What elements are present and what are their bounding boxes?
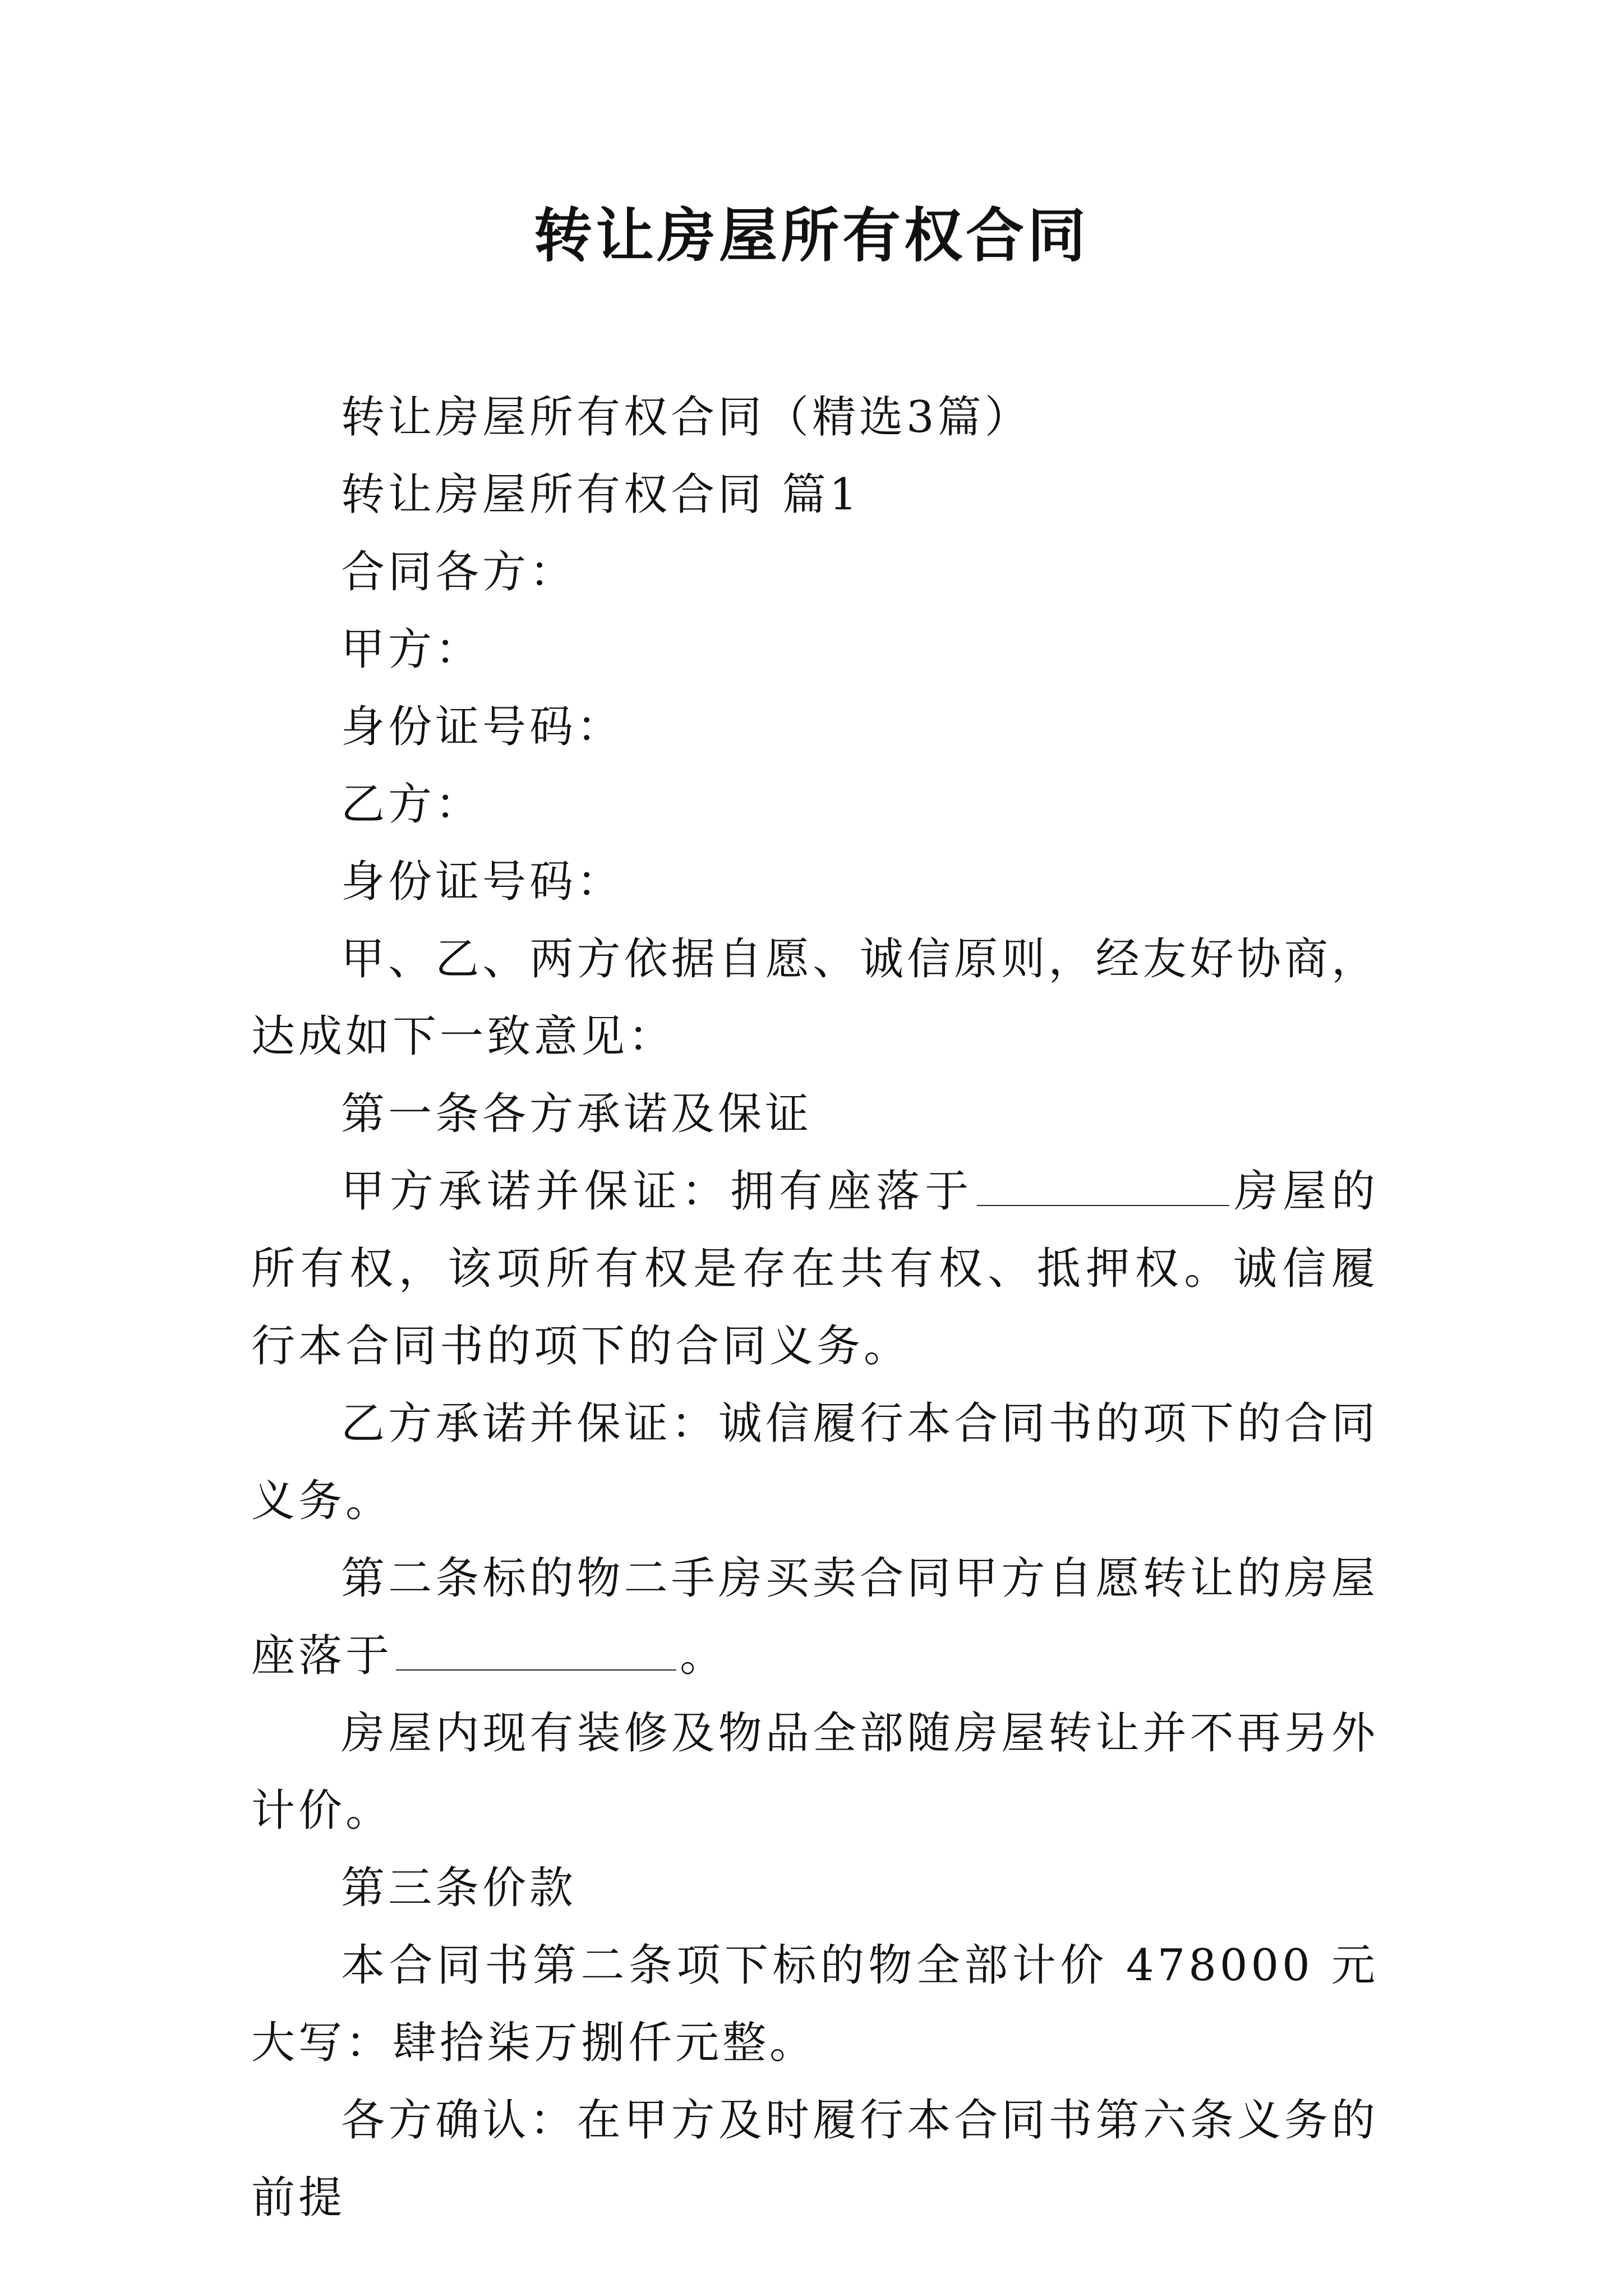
paragraph-subtitle: 转让房屋所有权合同（精选3篇） <box>341 392 1032 443</box>
paragraph-party-a: 甲方： <box>341 624 483 675</box>
property-location-blank-2 <box>396 1668 676 1671</box>
document-title: 转让房屋所有权合同 <box>533 201 1089 270</box>
document-body <box>251 379 1378 2237</box>
paragraph-party-b-warranty: 乙方承诺并保证：诚信履行本合同书的项下的合同义务。 <box>251 1398 1378 1526</box>
paragraph-party-a-id: 身份证号码： <box>341 702 624 752</box>
paragraph-article-2 <box>251 1540 1378 1695</box>
paragraph-party-a-warranty <box>251 1153 1378 1385</box>
party-a-warranty-text-start: 甲方承诺并保证：拥有座落于 <box>341 1166 974 1217</box>
paragraph-parties-label: 合同各方： <box>341 547 577 597</box>
paragraph-party-b-id: 身份证号码： <box>341 857 624 907</box>
paragraph-article-3-heading: 第三条价款 <box>341 1863 577 1913</box>
paragraph-party-b: 乙方： <box>341 779 483 830</box>
property-location-blank-1 <box>977 1204 1229 1206</box>
paragraph-article-1-heading: 第一条各方承诺及保证 <box>341 1089 813 1139</box>
article-2-text-end: 。 <box>680 1631 727 1681</box>
party-a-warranty-text-end: 房屋的所有权，该项所有权是存在共有权、抵押权。诚信履行本合同书的项下的合同义务。 <box>251 1166 1378 1372</box>
paragraph-confirmation: 各方确认：在甲方及时履行本合同书第六条义务的前提 <box>251 2095 1378 2223</box>
paragraph-fixtures: 房屋内现有装修及物品全部随房屋转让并不再另外计价。 <box>251 1708 1378 1836</box>
article-2-text-start: 第二条标的物二手房买卖合同甲方自愿转让的房屋座落于 <box>251 1553 1378 1681</box>
paragraph-price: 本合同书第二条项下标的物全部计价 478000 元大写：肆拾柒万捌仟元整。 <box>251 1940 1378 2068</box>
paragraph-agreement-intro: 甲、乙、两方依据自愿、诚信原则，经友好协商，达成如下一致意见： <box>251 934 1378 1062</box>
paragraph-section-heading: 转让房屋所有权合同 篇1 <box>341 470 861 520</box>
